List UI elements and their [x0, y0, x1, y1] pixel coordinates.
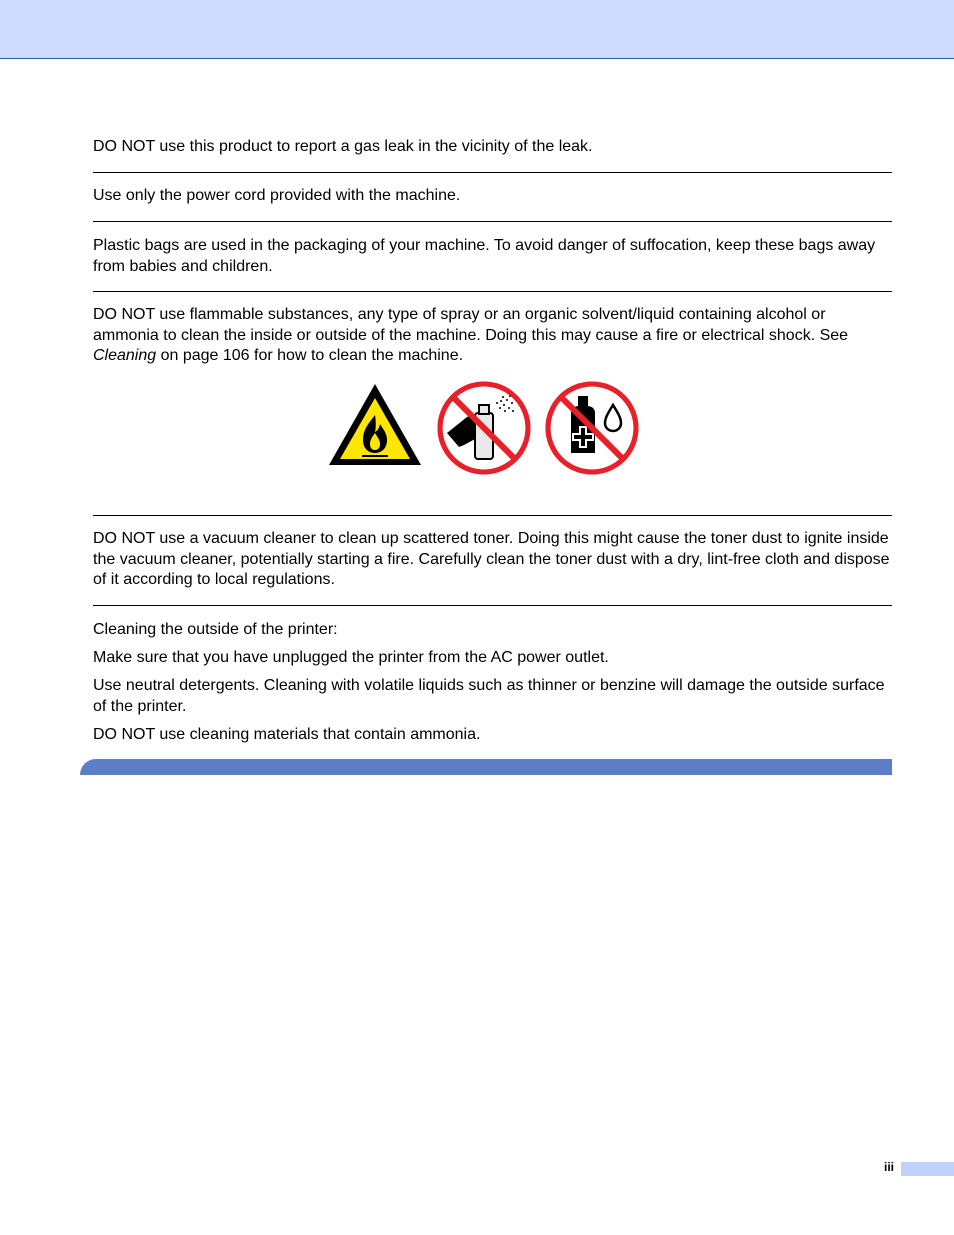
note-text: Use neutral detergents. Cleaning with volatile liquids such as thinner or benzine will damage the outside surface of the printer. — [93, 677, 885, 715]
no-solvent-bottle-icon — [545, 381, 639, 475]
warning-power-cord — [93, 173, 892, 221]
warning-plastic-bags — [93, 222, 892, 291]
warning-vacuum-cleaner — [93, 516, 892, 605]
fire-warning-icon — [327, 381, 423, 467]
warning-text-end: on page 106 for how to clean the machine. — [156, 347, 464, 364]
cleaning-reference: Cleaning — [93, 347, 157, 364]
note-text: DO NOT use cleaning materials that contain ammonia. — [93, 725, 481, 743]
page-tab — [901, 1162, 954, 1176]
no-spray-icon — [437, 381, 531, 475]
warning-text — [93, 305, 892, 367]
note-text: Make sure that you have unplugged the printer from the AC power outlet. — [93, 649, 609, 666]
header-band — [0, 0, 954, 59]
hazard-icons — [93, 381, 892, 485]
note-text: Cleaning the outside of the printer: — [93, 621, 338, 638]
warning-gas-leak — [93, 137, 892, 172]
cleaning-notes — [93, 606, 892, 745]
section-end-bar — [80, 759, 892, 775]
warning-text: DO NOT use a vacuum cleaner to clean up scattered toner. Doing this might cause the toner dust to ignite inside the vacuum cleaner, potentially starting a fire. Carefully clean the toner dust with a dry, lint-free cloth and dispose of it according to local regulations. — [93, 530, 890, 588]
warning-text: Plastic bags are used in the packaging of your machine. To avoid danger of suffocation, keep these bags away from babies and children. — [93, 237, 876, 275]
warning-flammable — [93, 292, 892, 515]
warning-text: Use only the power cord provided with the machine. — [93, 187, 461, 204]
page-number: iii — [883, 1160, 894, 1174]
safety-content — [93, 137, 892, 753]
warning-text: DO NOT use this product to report a gas leak in the vicinity of the leak. — [93, 138, 593, 155]
warning-text-start: DO NOT use flammable substances, any type of spray or an organic solvent/liquid containing alcohol or ammonia to clean the inside or outside of the machine. Doing this may cause a fire or electrical shock. See — [93, 306, 849, 344]
